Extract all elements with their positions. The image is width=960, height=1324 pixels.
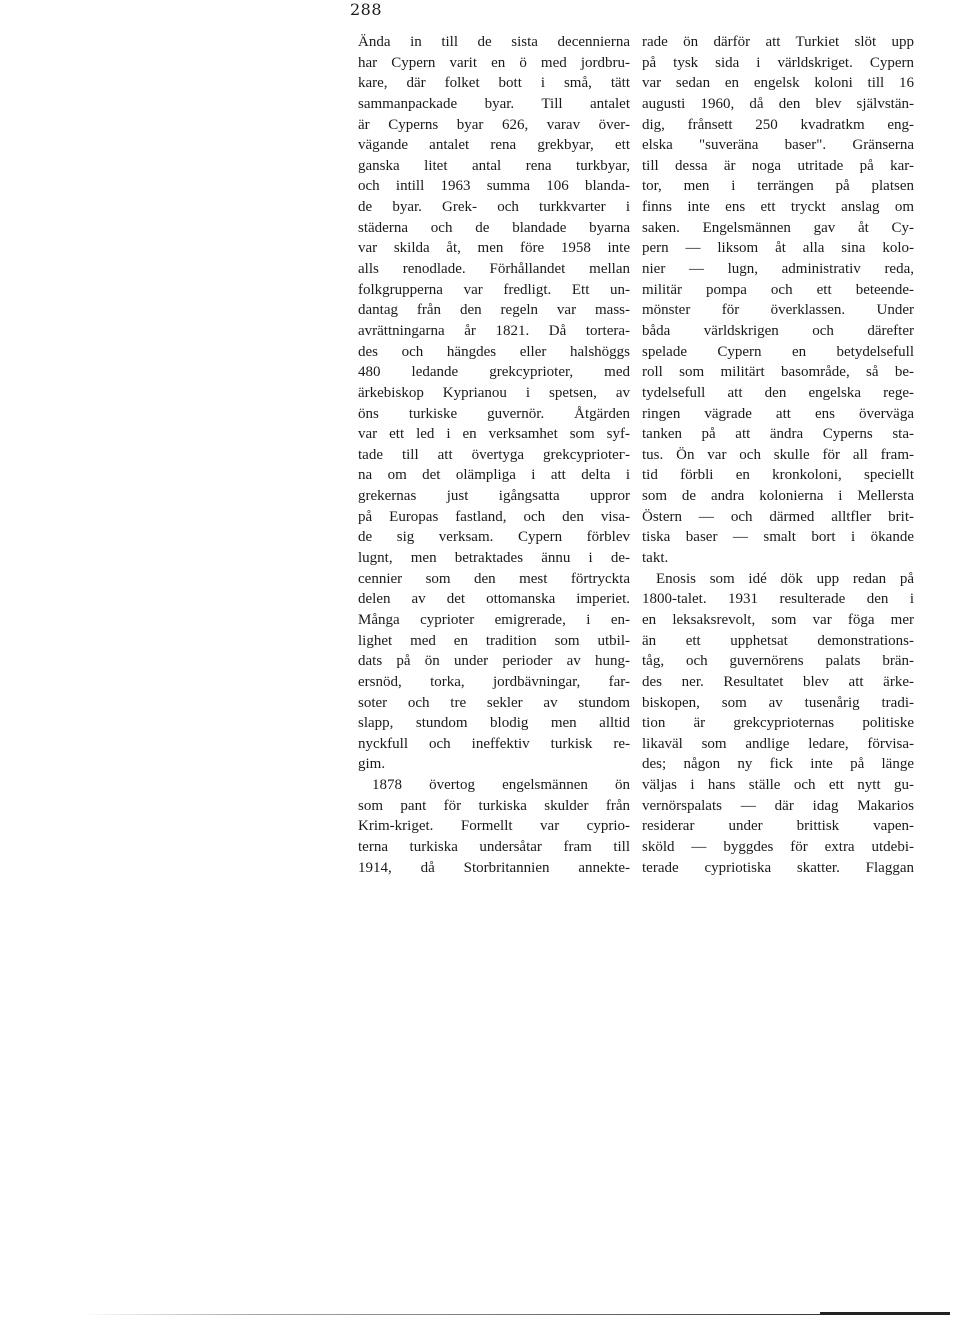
text-line: var skilda åt, men före 1958 inte [358, 240, 630, 257]
text-line: sköld — byggdes för extra utdebi- [642, 838, 914, 855]
text-line: grekernas just igångsatta uppror [358, 488, 630, 505]
text-line: 480 ledande grekcyprioter, med [358, 364, 630, 381]
text-line: ganska litet antal rena turkbyar, [358, 157, 630, 174]
text-line: städerna och de blandade byarna [358, 219, 630, 236]
text-line: na om det olämpliga i att delta i [358, 467, 630, 484]
text-line: des och hängdes eller halshöggs [358, 343, 630, 360]
text-line: ringen vägrade att ens överväga [642, 405, 914, 422]
text-line: vernörspalats — där idag Makarios [642, 797, 914, 814]
text-line: tiska baser — smalt bort i ökande [642, 529, 914, 546]
text-line: takt. [642, 550, 669, 567]
text-line: Krim-kriget. Formellt var cyprio- [358, 818, 630, 835]
text-line: elska "suveräna baser". Gränserna [642, 137, 914, 154]
bottom-scan-mark [820, 1312, 950, 1315]
text-line: delen av det ottomanska imperiet. [358, 591, 630, 608]
text-line: väljas i hans ställe och ett nytt gu- [642, 777, 914, 794]
text-line: alls renodlade. Förhållandet mellan [358, 261, 630, 278]
text-line: cennier som den mest förtryckta [358, 570, 630, 587]
text-line: var sedan en engelsk koloni till 16 [642, 75, 914, 92]
text-line: lighet med en tradition som utbil- [358, 632, 630, 649]
text-line: ärkebiskop Kyprianou i spetsen, av [358, 384, 630, 401]
text-line: likaväl som andlige ledare, förvisa- [642, 735, 914, 752]
text-line: biskopen, som av tusenårig tradi- [642, 694, 914, 711]
text-line: en leksaksrevolt, som var föga mer [642, 611, 914, 628]
right-text-column [642, 32, 914, 878]
text-line: dats på ön under perioder av hung- [358, 653, 630, 670]
text-line: ersnöd, torka, jordbävningar, far- [358, 673, 630, 690]
text-line: 1914, då Storbritannien annekte- [358, 859, 630, 876]
text-line: öns turkiske guvernör. Åtgärden [358, 405, 630, 422]
text-line: residerar under brittisk vapen- [642, 818, 914, 835]
text-line: mönster för överklassen. Under [642, 302, 914, 319]
text-line: terna turkiska undersåtar fram till [358, 838, 630, 855]
text-line: båda världskrigen och därefter [642, 322, 914, 339]
text-line: kare, där folket bott i små, tätt [358, 75, 630, 92]
text-line: tydelsefull att den engelska rege- [642, 384, 914, 401]
text-line: soter och tre sekler av stundom [358, 694, 630, 711]
text-line: augusti 1960, då den blev självstän- [642, 95, 914, 112]
text-line: 1800-talet. 1931 resulterade den i [642, 591, 914, 608]
text-line: som pant för turkiska skulder från [358, 797, 630, 814]
text-line: Ända in till de sista decennierna [358, 34, 630, 50]
text-line: tus. Ön var och skulle för all fram- [642, 446, 914, 463]
text-line: än ett upphetsat demonstrations- [642, 632, 914, 649]
text-line: är Cyperns byar 626, varav över- [358, 116, 630, 133]
text-line: tid förbli en kronkoloni, speciellt [642, 467, 914, 484]
text-line: lugnt, men betraktades ännu i de- [358, 550, 630, 567]
text-line: till dessa är noga utritade på kar- [642, 157, 914, 174]
text-line: de sig verksam. Cypern förblev [358, 529, 630, 546]
text-line: des ner. Resultatet blev att ärke- [642, 673, 914, 690]
text-line: saken. Engelsmännen gav åt Cy- [642, 219, 914, 236]
text-line: gim. [358, 756, 386, 773]
text-line: pern — liksom åt alla sina kolo- [642, 240, 914, 257]
text-line: var ett led i en verksamhet som syf- [358, 426, 630, 443]
text-line: Enosis som idé dök upp redan på [656, 570, 914, 587]
text-line: nyckfull och ineffektiv turkisk re- [358, 735, 630, 752]
text-line: de byar. Grek- och turkkvarter i [358, 199, 630, 216]
text-line: sammanpackade byar. Till antalet [358, 95, 630, 112]
text-line: Många cyprioter emigrerade, i en- [358, 611, 630, 628]
text-line: roll som militärt basområde, så be- [642, 364, 914, 381]
text-line: Östern — och därmed alltfler brit- [642, 508, 914, 525]
text-line: tanken på att ändra Cyperns sta- [642, 426, 914, 443]
text-line: har Cypern varit en ö med jordbru- [358, 54, 630, 71]
text-line: tåg, och guvernörens palats brän- [642, 653, 914, 670]
text-line: på Europas fastland, och den visa- [358, 508, 630, 525]
text-line: finns inte ens ett tryckt anslag om [642, 199, 914, 216]
text-line: des; någon ny fick inte på länge [642, 756, 914, 773]
text-line: nier — lugn, administrativ reda, [642, 261, 914, 278]
text-line: som de andra kolonierna i Mellersta [642, 488, 914, 505]
text-line: dig, frånsett 250 kvadratkm eng- [642, 116, 914, 133]
text-line: spelade Cypern en betydelsefull [642, 343, 914, 360]
text-line: folkgrupperna var fredligt. Ett un- [358, 281, 630, 298]
text-line: tion är grekcyprioternas politiske [642, 715, 914, 732]
page-number: 288 [350, 0, 383, 19]
text-line: slapp, stundom blodig men alltid [358, 715, 630, 732]
text-line: och intill 1963 summa 106 blanda- [358, 178, 630, 195]
text-line: militär pompa och ett beteende- [642, 281, 914, 298]
left-text-column [358, 32, 630, 878]
text-line: avrättningarna år 1821. Då tortera- [358, 322, 630, 339]
text-line: tade till att övertyga grekcypriotег- [358, 446, 630, 463]
text-line: terade cypriotiska skatter. Flaggan [642, 859, 914, 876]
text-line: på tysk sida i världskriget. Cypern [642, 54, 914, 71]
text-line: rade ön därför att Turkiet slöt upp [642, 34, 914, 50]
text-line: vägande antalet rena grekbyar, ett [358, 137, 630, 154]
text-line: 1878 övertog engelsmännen ön [372, 777, 630, 794]
text-line: dantag från den regeln var mass- [358, 302, 630, 319]
text-line: tor, men i terrängen på platsen [642, 178, 914, 195]
